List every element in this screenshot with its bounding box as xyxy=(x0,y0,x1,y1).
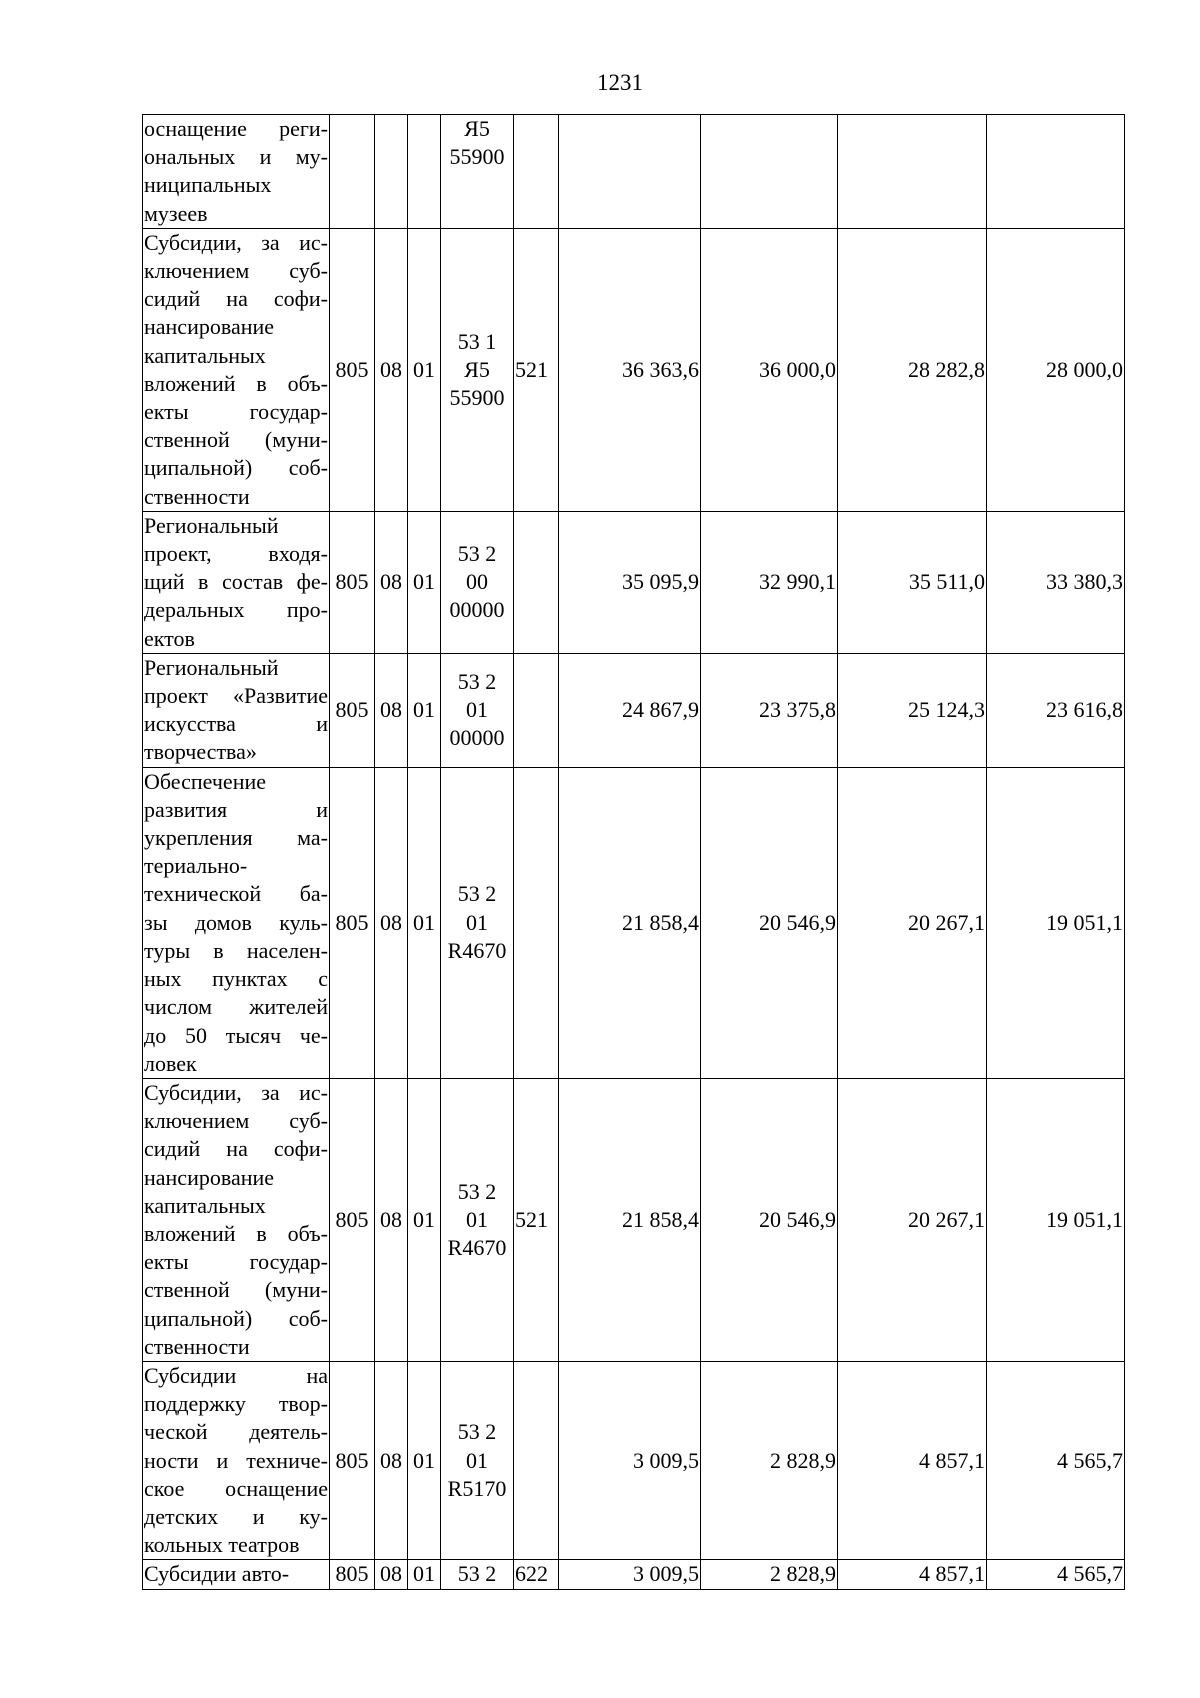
amount-4: 4 565,7 xyxy=(987,1560,1125,1589)
amount-1: 21 858,4 xyxy=(559,767,701,1078)
target-article-code xyxy=(441,653,514,767)
amount-2: 23 375,8 xyxy=(701,653,838,767)
amount-2: 2 828,9 xyxy=(701,1560,838,1589)
row-name-line: Субсидии, за ис- xyxy=(144,1079,328,1105)
budget-table xyxy=(142,114,1125,1590)
amount-3: 20 267,1 xyxy=(838,1078,987,1361)
target-article-code-line: Я5 xyxy=(464,116,490,141)
amount-1: 36 363,6 xyxy=(559,228,701,511)
table-row xyxy=(143,767,1125,1078)
section-code: 08 xyxy=(375,653,408,767)
amount-3: 4 857,1 xyxy=(838,1361,987,1559)
amount-2: 20 546,9 xyxy=(701,1078,838,1361)
subsection-code: 01 xyxy=(408,767,441,1078)
row-name-line: сидий на софи- xyxy=(144,1136,328,1162)
row-name-line: ственности xyxy=(144,1333,250,1359)
expense-type-code: 622 xyxy=(514,1560,559,1589)
table-row xyxy=(143,115,1125,229)
row-name-line: кольных театров xyxy=(144,1532,300,1558)
row-name-line: сидий на софи- xyxy=(144,286,328,312)
amount-4 xyxy=(987,115,1125,229)
target-article-code-line: R5170 xyxy=(447,1475,507,1501)
expense-type-code: 521 xyxy=(514,1078,559,1361)
amount-4: 28 000,0 xyxy=(987,228,1125,511)
section-code xyxy=(375,115,408,229)
section-code: 08 xyxy=(375,767,408,1078)
amount-3: 20 267,1 xyxy=(838,767,987,1078)
target-article-code-line: 00000 xyxy=(449,597,505,623)
row-name xyxy=(143,1560,330,1589)
amount-4: 33 380,3 xyxy=(987,511,1125,653)
target-article-code xyxy=(441,1078,514,1361)
subsection-code: 01 xyxy=(408,1560,441,1589)
target-article-code xyxy=(441,228,514,511)
row-name-line: нансирование xyxy=(144,1164,275,1190)
amount-4: 23 616,8 xyxy=(987,653,1125,767)
ved-code: 805 xyxy=(330,1560,375,1589)
row-name-line: оснащение реги- xyxy=(144,116,328,141)
amount-2: 2 828,9 xyxy=(701,1361,838,1559)
amount-3 xyxy=(838,115,987,229)
row-name-line: ключением суб- xyxy=(144,1108,328,1134)
expense-type-code xyxy=(514,511,559,653)
row-name-line: ных пунктах с xyxy=(144,966,328,992)
ved-code: 805 xyxy=(330,228,375,511)
ved-code: 805 xyxy=(330,653,375,767)
row-name-line: Обеспечение xyxy=(144,768,266,794)
row-name-line: числом жителей xyxy=(144,994,328,1020)
amount-2: 36 000,0 xyxy=(701,228,838,511)
subsection-code: 01 xyxy=(408,1078,441,1361)
expense-type-code xyxy=(514,1361,559,1559)
row-name-line: щий в состав фе- xyxy=(144,569,328,595)
row-name-line: нансирование xyxy=(144,314,275,340)
row-name-line: искусства и xyxy=(144,711,328,737)
row-name-line: укрепления ма- xyxy=(144,825,328,851)
target-article-code-line: Я5 xyxy=(464,356,490,382)
target-article-code-line: 53 1 xyxy=(457,328,497,354)
row-name xyxy=(143,653,330,767)
row-name-line: ональных и му- xyxy=(144,144,328,170)
target-article-code-line: 53 2 xyxy=(457,541,497,567)
subsection-code: 01 xyxy=(408,653,441,767)
row-name-line: капитальных xyxy=(144,342,266,368)
table-row xyxy=(143,1361,1125,1559)
amount-1: 35 095,9 xyxy=(559,511,701,653)
target-article-code-line: 53 2 xyxy=(457,881,497,907)
table-row xyxy=(143,228,1125,511)
row-name-line: Региональный xyxy=(144,654,279,680)
target-article-code-line: 53 2 xyxy=(457,1561,497,1587)
amount-2: 32 990,1 xyxy=(701,511,838,653)
target-article-code-line: 01 xyxy=(466,1447,488,1473)
amount-1: 21 858,4 xyxy=(559,1078,701,1361)
target-article-code xyxy=(441,511,514,653)
row-name-line: Субсидии авто- xyxy=(144,1561,290,1587)
row-name-line: развития и xyxy=(144,796,328,822)
ved-code: 805 xyxy=(330,1361,375,1559)
target-article-code-line: 01 xyxy=(466,1206,488,1232)
subsection-code: 01 xyxy=(408,511,441,653)
amount-1: 3 009,5 xyxy=(559,1560,701,1589)
row-name-line: териально- xyxy=(144,853,248,879)
subsection-code xyxy=(408,115,441,229)
target-article-code xyxy=(441,1361,514,1559)
ved-code xyxy=(330,115,375,229)
target-article-code-line: R4670 xyxy=(447,1235,507,1261)
amount-4: 19 051,1 xyxy=(987,1078,1125,1361)
row-name xyxy=(143,115,330,229)
amount-4: 4 565,7 xyxy=(987,1361,1125,1559)
row-name-line: вложений в объ- xyxy=(144,370,328,396)
target-article-code xyxy=(441,1560,514,1589)
amount-1: 24 867,9 xyxy=(559,653,701,767)
ved-code: 805 xyxy=(330,1078,375,1361)
row-name-line: деральных про- xyxy=(144,597,328,623)
row-name-line: капитальных xyxy=(144,1192,266,1218)
section-code: 08 xyxy=(375,1361,408,1559)
row-name-line: ственности xyxy=(144,483,250,509)
amount-3: 28 282,8 xyxy=(838,228,987,511)
amount-3: 4 857,1 xyxy=(838,1560,987,1589)
ved-code: 805 xyxy=(330,511,375,653)
row-name-line: проект, входя- xyxy=(144,541,328,567)
row-name-line: вложений в объ- xyxy=(144,1220,328,1246)
amount-2 xyxy=(701,115,838,229)
row-name-line: туры в населен- xyxy=(144,937,328,963)
subsection-code: 01 xyxy=(408,1361,441,1559)
row-name-line: зы домов куль- xyxy=(144,909,328,935)
table-body xyxy=(143,115,1125,1590)
expense-type-code xyxy=(514,115,559,229)
page-number: 1231 xyxy=(597,70,643,95)
expense-type-code: 521 xyxy=(514,228,559,511)
target-article-code-line: 00 xyxy=(466,569,488,595)
expense-type-code xyxy=(514,767,559,1078)
row-name-line: проект «Развитие xyxy=(144,683,328,709)
ved-code: 805 xyxy=(330,767,375,1078)
target-article-code-line: 53 2 xyxy=(457,668,497,694)
row-name-line: ципальной) соб- xyxy=(144,455,328,481)
row-name xyxy=(143,1078,330,1361)
section-code: 08 xyxy=(375,228,408,511)
row-name-line: ческой деятель- xyxy=(144,1419,328,1445)
table-row xyxy=(143,1560,1125,1589)
section-code: 08 xyxy=(375,1078,408,1361)
row-name-line: ское оснащение xyxy=(144,1475,328,1501)
row-name-line: ципальной) соб- xyxy=(144,1305,328,1331)
target-article-code-line: 55900 xyxy=(449,144,505,170)
amount-1: 3 009,5 xyxy=(559,1361,701,1559)
row-name-line: музеев xyxy=(144,200,208,226)
target-article-code-line: 53 2 xyxy=(457,1419,497,1445)
row-name-line: ственной (муни- xyxy=(144,1277,328,1303)
row-name-line: до 50 тысяч че- xyxy=(144,1022,328,1048)
table-row xyxy=(143,1078,1125,1361)
table-row xyxy=(143,653,1125,767)
row-name-line: ности и техниче- xyxy=(144,1447,328,1473)
table-row xyxy=(143,511,1125,653)
row-name xyxy=(143,511,330,653)
target-article-code-line: 00000 xyxy=(449,725,505,751)
row-name xyxy=(143,228,330,511)
target-article-code-line: 55900 xyxy=(449,384,505,410)
section-code: 08 xyxy=(375,511,408,653)
target-article-code-line: 01 xyxy=(466,909,488,935)
row-name-line: екты государ- xyxy=(144,399,328,425)
row-name-line: екты государ- xyxy=(144,1249,328,1275)
target-article-code-line: 53 2 xyxy=(457,1178,497,1204)
row-name-line: Субсидии, за ис- xyxy=(144,229,328,255)
target-article-code-line: R4670 xyxy=(447,937,507,963)
row-name xyxy=(143,767,330,1078)
row-name-line: ственной (муни- xyxy=(144,427,328,453)
section-code: 08 xyxy=(375,1560,408,1589)
row-name-line: детских и ку- xyxy=(144,1503,328,1529)
row-name xyxy=(143,1361,330,1559)
amount-3: 25 124,3 xyxy=(838,653,987,767)
amount-4: 19 051,1 xyxy=(987,767,1125,1078)
target-article-code xyxy=(441,767,514,1078)
target-article-code-line: 01 xyxy=(466,697,488,723)
row-name-line: Субсидии на xyxy=(144,1362,328,1388)
row-name-line: технической ба- xyxy=(144,881,328,907)
row-name-line: творчества» xyxy=(144,739,257,765)
amount-1 xyxy=(559,115,701,229)
row-name-line: ектов xyxy=(144,625,195,651)
row-name-line: поддержку твор- xyxy=(144,1391,328,1417)
row-name-line: Региональный xyxy=(144,512,279,538)
row-name-line: ниципальных xyxy=(144,172,272,198)
row-name-line: ключением суб- xyxy=(144,258,328,284)
expense-type-code xyxy=(514,653,559,767)
amount-2: 20 546,9 xyxy=(701,767,838,1078)
subsection-code: 01 xyxy=(408,228,441,511)
target-article-code xyxy=(441,115,514,229)
row-name-line: ловек xyxy=(144,1050,197,1076)
amount-3: 35 511,0 xyxy=(838,511,987,653)
